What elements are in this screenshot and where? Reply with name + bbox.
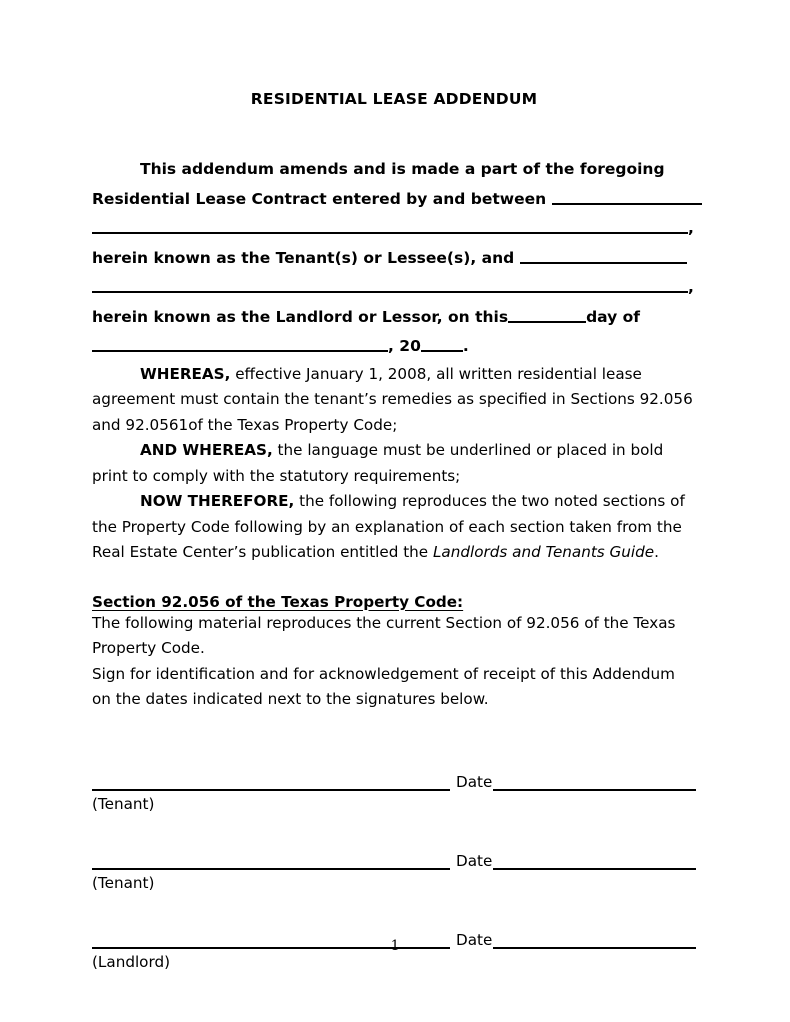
now-therefore-lead: NOW THEREFORE,: [140, 492, 295, 510]
date-label: Date: [456, 851, 493, 870]
whereas-text: effective January 1, 2008, all written residential lease agreement must contain the tenant’s remedies as specified in Sections 92.056 and 92.0561of the Texas Property Code;: [92, 364, 693, 434]
form-line-6-prefix: herein known as the Landlord or Lessor, on this: [92, 307, 509, 326]
page-number: 1: [390, 938, 400, 954]
day-field[interactable]: [508, 307, 586, 322]
form-line-5-comma: ,: [688, 278, 694, 296]
form-line-7-period: .: [462, 337, 469, 355]
date-field[interactable]: [493, 789, 696, 791]
signature-field[interactable]: [92, 868, 450, 870]
now-therefore-paragraph: [92, 489, 696, 566]
form-line-2: [92, 185, 696, 215]
page-title: RESIDENTIAL LEASE ADDENDUM: [250, 90, 538, 108]
month-field[interactable]: [92, 337, 388, 352]
form-line-6: [92, 303, 696, 333]
signature-caption: (Tenant): [92, 794, 155, 813]
now-therefore-text-after: .: [654, 543, 659, 561]
form-line-4: [92, 244, 696, 274]
form-line-3-comma: ,: [688, 219, 694, 237]
now-therefore-text-before: the following reproduces the two noted sections of the Property Code following by an explanation of each section taken from the Real Estate Center’s publication entitled the: [92, 492, 685, 561]
signature-line-group: [92, 769, 696, 791]
form-line-2-text: Residential Lease Contract entered by and between: [92, 189, 547, 208]
form-line-4-text: herein known as the Tenant(s) or Lessee(s), and: [92, 248, 515, 267]
date-label: Date: [456, 772, 493, 791]
party-name-field-2a[interactable]: [520, 248, 687, 263]
and-whereas-text: the language must be underlined or placed in bold print to comply with the statutory requirements;: [92, 441, 664, 485]
form-line-3: [92, 214, 696, 244]
and-whereas-lead: AND WHEREAS,: [140, 441, 273, 459]
document-content: [92, 0, 696, 972]
date-label: Date: [456, 930, 493, 949]
party-name-field-1a[interactable]: [552, 189, 702, 204]
section-paragraph-2: Sign for identification and for acknowledgement of receipt of this Addendum on the dates indicated next to the signatures below.: [92, 664, 675, 708]
form-line-1-text: This addendum amends and is made a part of the foregoing: [140, 160, 665, 178]
signature-row: [92, 848, 696, 893]
section-heading-92-056: Section 92.056 of the Texas Property Code:: [92, 592, 464, 611]
form-line-7-year-prefix: , 20: [388, 337, 421, 355]
party-name-field-1b[interactable]: [92, 219, 688, 234]
section-paragraph-1: The following material reproduces the current Section of 92.056 of the Texas Property Code.: [92, 613, 676, 657]
signature-row: [92, 769, 696, 814]
form-line-6-suffix: day of: [586, 307, 641, 326]
party-name-field-2b[interactable]: [92, 278, 688, 293]
signature-caption: (Tenant): [92, 873, 155, 892]
lease-parties-form-block: [92, 155, 696, 362]
signature-field[interactable]: [92, 789, 450, 791]
year-field[interactable]: [421, 337, 463, 352]
form-line-5: [92, 273, 696, 303]
form-line-7: [92, 332, 696, 362]
and-whereas-paragraph: [92, 438, 696, 489]
publication-title: Landlords and Tenants Guide: [432, 543, 655, 561]
signature-line-group: [92, 848, 696, 870]
whereas-lead: WHEREAS,: [140, 364, 231, 383]
whereas-paragraph: [92, 362, 696, 439]
date-field[interactable]: [493, 868, 696, 870]
form-line-1: [92, 155, 696, 185]
signature-caption: (Landlord): [92, 952, 171, 971]
